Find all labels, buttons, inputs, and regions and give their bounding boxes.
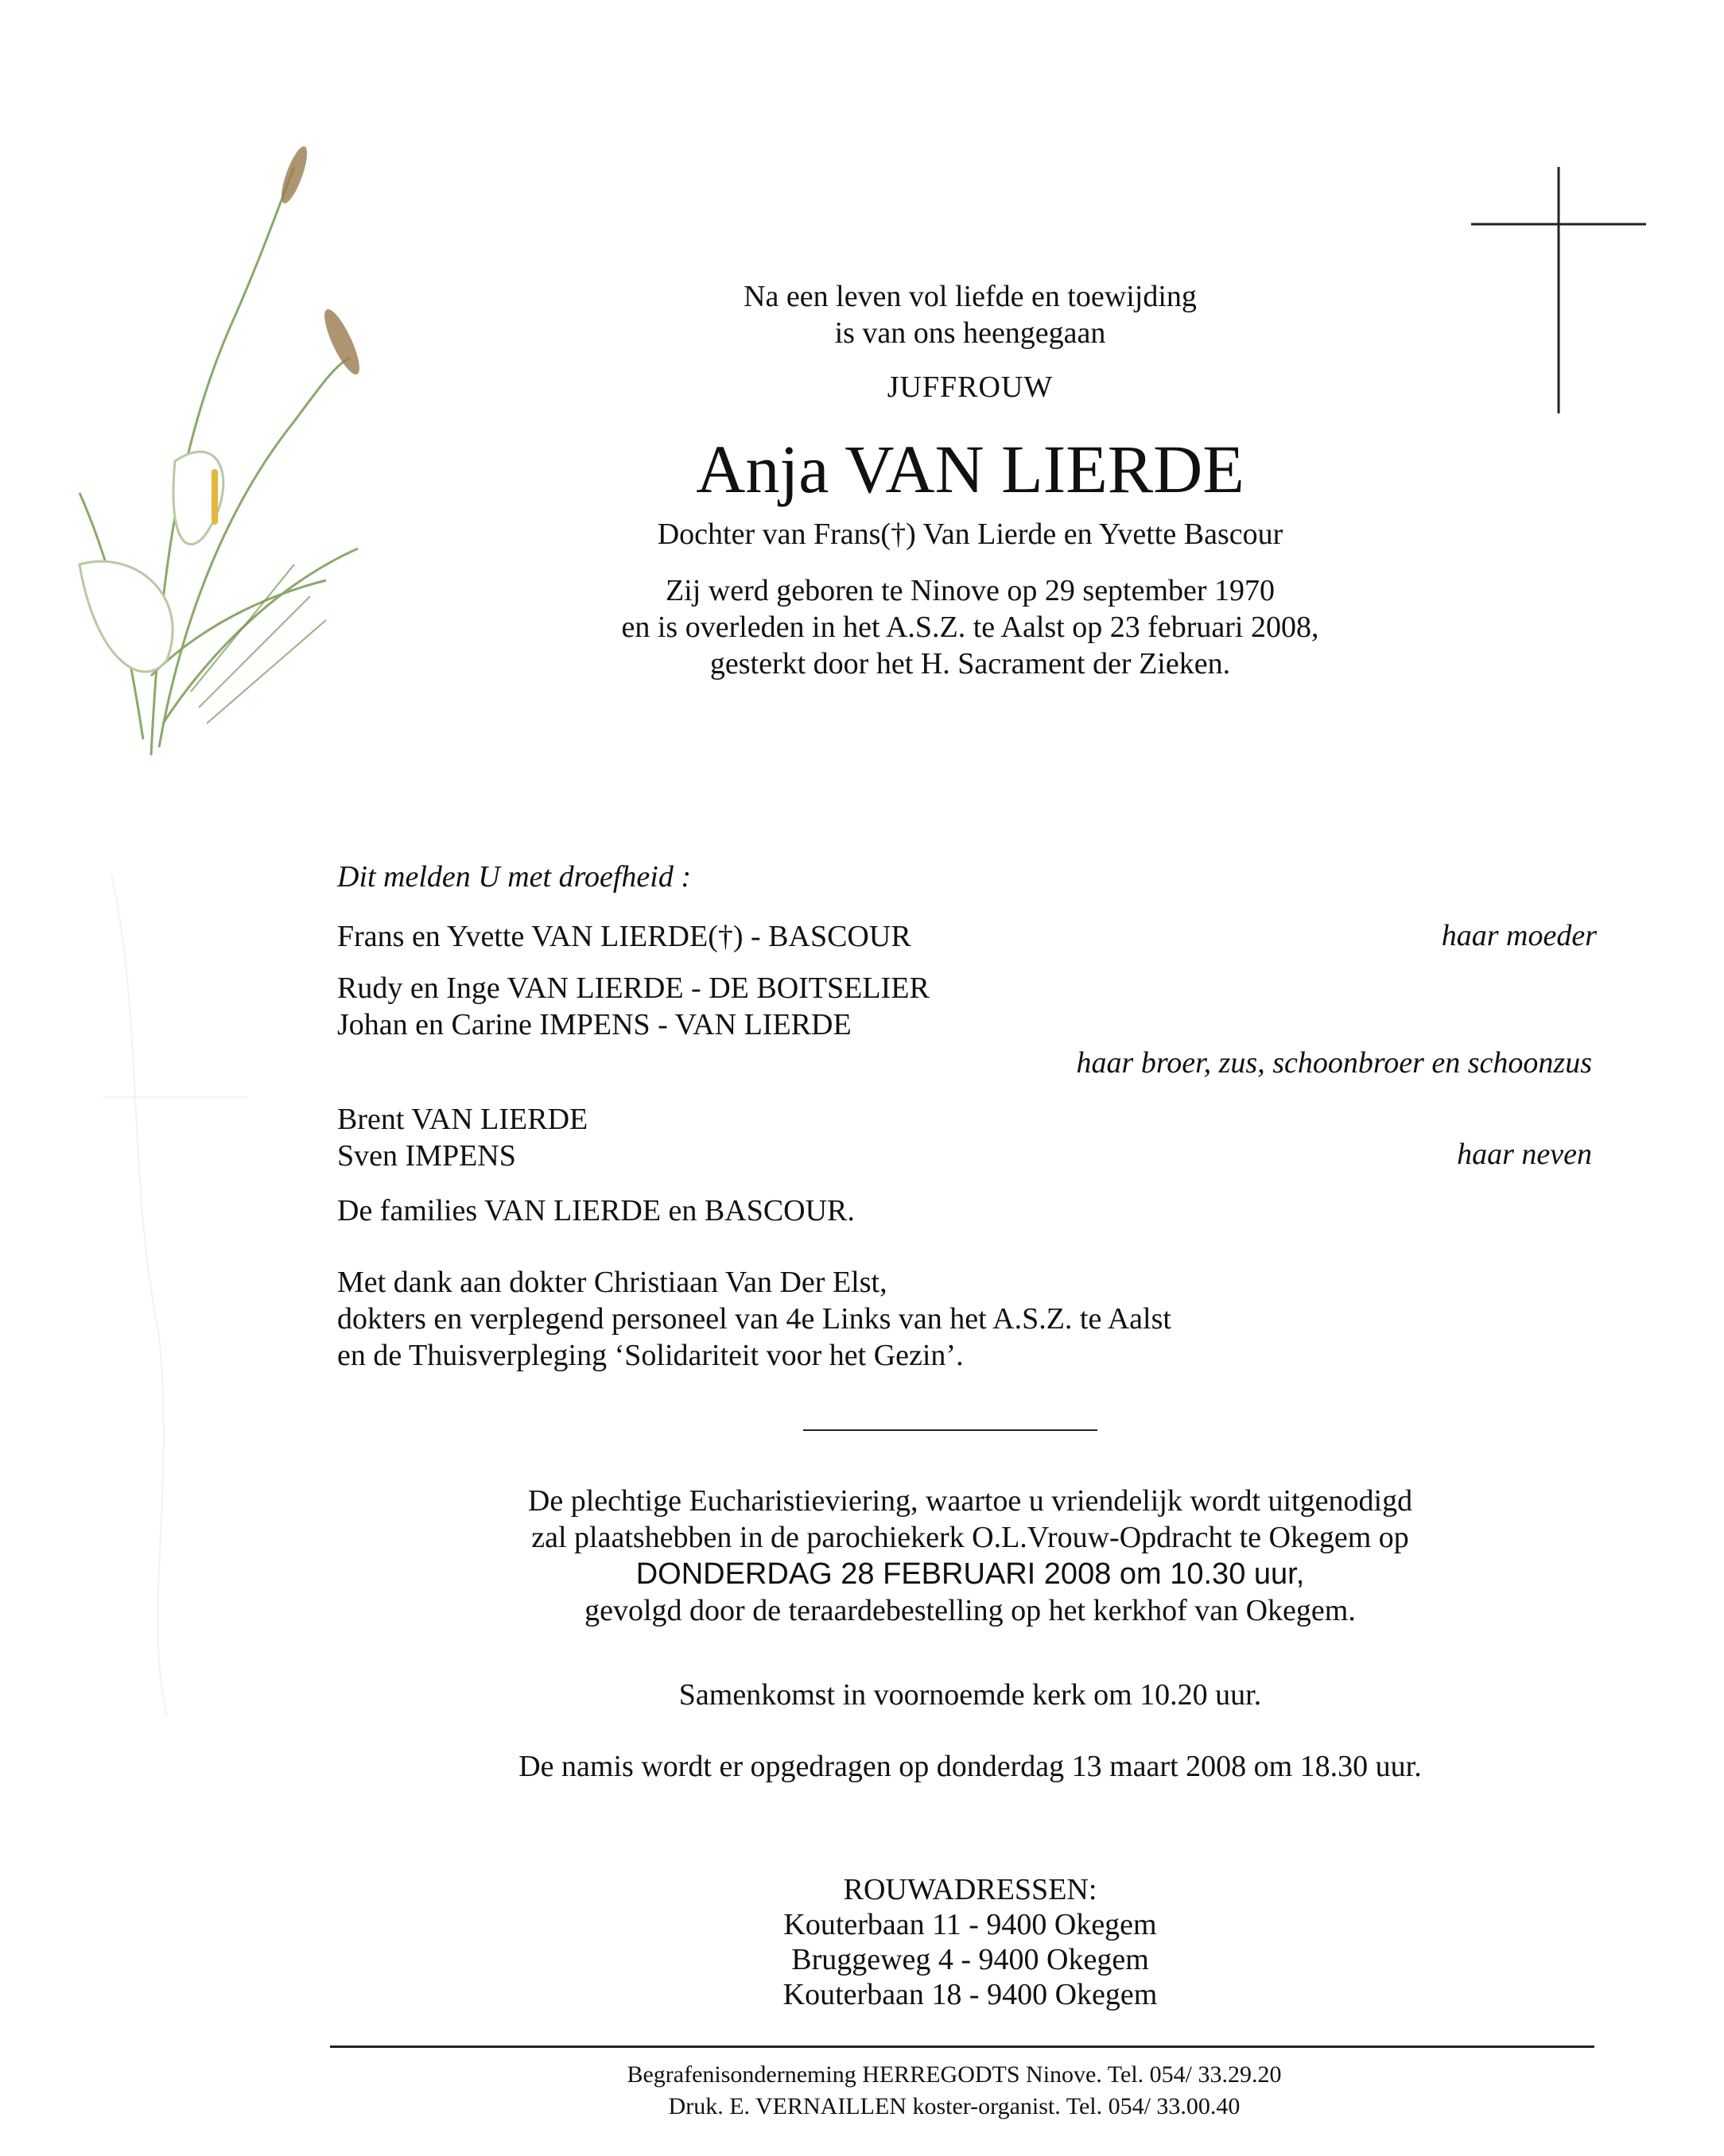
parents-line: Dochter van Frans(†) Van Lierde en Yvette Bascour bbox=[657, 518, 1283, 551]
thanks-text bbox=[337, 1264, 1171, 1374]
addresses-heading: ROUWADRESSEN: bbox=[843, 1873, 1097, 1906]
embossed-pattern-icon bbox=[95, 859, 254, 1733]
divider bbox=[803, 1429, 1097, 1431]
footer bbox=[398, 2059, 1511, 2123]
intro-text bbox=[557, 278, 1384, 351]
mourner-name: Brent VAN LIERDE bbox=[337, 1103, 588, 1136]
thanks-line: en de Thuisverpleging ‘Solidariteit voor het Gezin’. bbox=[337, 1339, 964, 1372]
mass-text: De namis wordt er opgedragen op donderdag 13 maart 2008 om 18.30 uur. bbox=[518, 1750, 1422, 1783]
mourner-group bbox=[337, 1101, 588, 1174]
mourner-relation: haar broer, zus, schoonbroer en schoonzus bbox=[1076, 1046, 1592, 1080]
ceremony-date: DONDERDAG 28 FEBRUARI 2008 om 10.30 uur, bbox=[635, 1557, 1305, 1591]
ceremony-line: gevolgd door de teraardebestelling op het kerkhof van Okegem. bbox=[584, 1594, 1356, 1627]
ceremony-line: zal plaatshebben in de parochiekerk O.L.Vrouw-Opdracht te Okegem op bbox=[531, 1521, 1409, 1554]
mourner-name: Frans en Yvette VAN LIERDE(†) - BASCOUR bbox=[337, 920, 911, 953]
gathering-text: Samenkomst in voornoemde kerk om 10.20 uur. bbox=[678, 1678, 1262, 1712]
address-line: Bruggeweg 4 - 9400 Okegem bbox=[791, 1943, 1149, 1976]
addresses bbox=[636, 1872, 1304, 2012]
thanks-line: dokters en verplegend personeel van 4e Links van het A.S.Z. te Aalst bbox=[337, 1302, 1171, 1336]
deceased-name: Anja VAN LIERDE bbox=[696, 431, 1244, 507]
mourner-name: Sven IMPENS bbox=[337, 1139, 516, 1173]
mourner-name: Rudy en Inge VAN LIERDE - DE BOITSELIER bbox=[337, 971, 930, 1005]
dates-line: en is overleden in het A.S.Z. te Aalst op 23 februari 2008, bbox=[621, 611, 1319, 644]
mourner-relation: haar moeder bbox=[1441, 919, 1597, 952]
mourner-group bbox=[337, 1192, 855, 1229]
mourner-name: Johan en Carine IMPENS - VAN LIERDE bbox=[337, 1008, 852, 1041]
footer-divider bbox=[330, 2045, 1594, 2048]
cross-icon bbox=[1471, 167, 1646, 413]
address-line: Kouterbaan 18 - 9400 Okegem bbox=[782, 1978, 1158, 2011]
mourner-relation: haar neven bbox=[1457, 1138, 1592, 1171]
intro-line: Na een leven vol liefde en toewijding bbox=[744, 280, 1197, 313]
thanks-line: Met dank aan dokter Christiaan Van Der Elst, bbox=[337, 1266, 887, 1299]
footer-line: Druk. E. VERNAILLEN koster-organist. Tel. 054/ 33.00.40 bbox=[668, 2093, 1241, 2119]
mourner-name: De families VAN LIERDE en BASCOUR. bbox=[337, 1194, 855, 1227]
intro-line: is van ons heengegaan bbox=[834, 316, 1106, 350]
address-line: Kouterbaan 11 - 9400 Okegem bbox=[783, 1908, 1157, 1941]
dates-line: gesterkt door het H. Sacrament der Zieken. bbox=[709, 647, 1231, 681]
dates-text bbox=[477, 572, 1463, 682]
mourner-group bbox=[337, 918, 911, 955]
dates-line: Zij werd geboren te Ninove op 29 september 1970 bbox=[665, 574, 1276, 607]
mourner-group bbox=[337, 970, 930, 1043]
ceremony-line: De plechtige Eucharistieviering, waartoe u vriendelijk wordt uitgenodigd bbox=[527, 1484, 1413, 1518]
mourners-intro: Dit melden U met droefheid : bbox=[337, 860, 691, 894]
calla-lily-wheat-icon bbox=[32, 119, 366, 771]
ceremony-text bbox=[318, 1483, 1622, 1629]
footer-line: Begrafenisonderneming HERREGODTS Ninove. Tel. 054/ 33.29.20 bbox=[627, 2061, 1282, 2088]
title-honorific: JUFFROUW bbox=[887, 370, 1054, 404]
